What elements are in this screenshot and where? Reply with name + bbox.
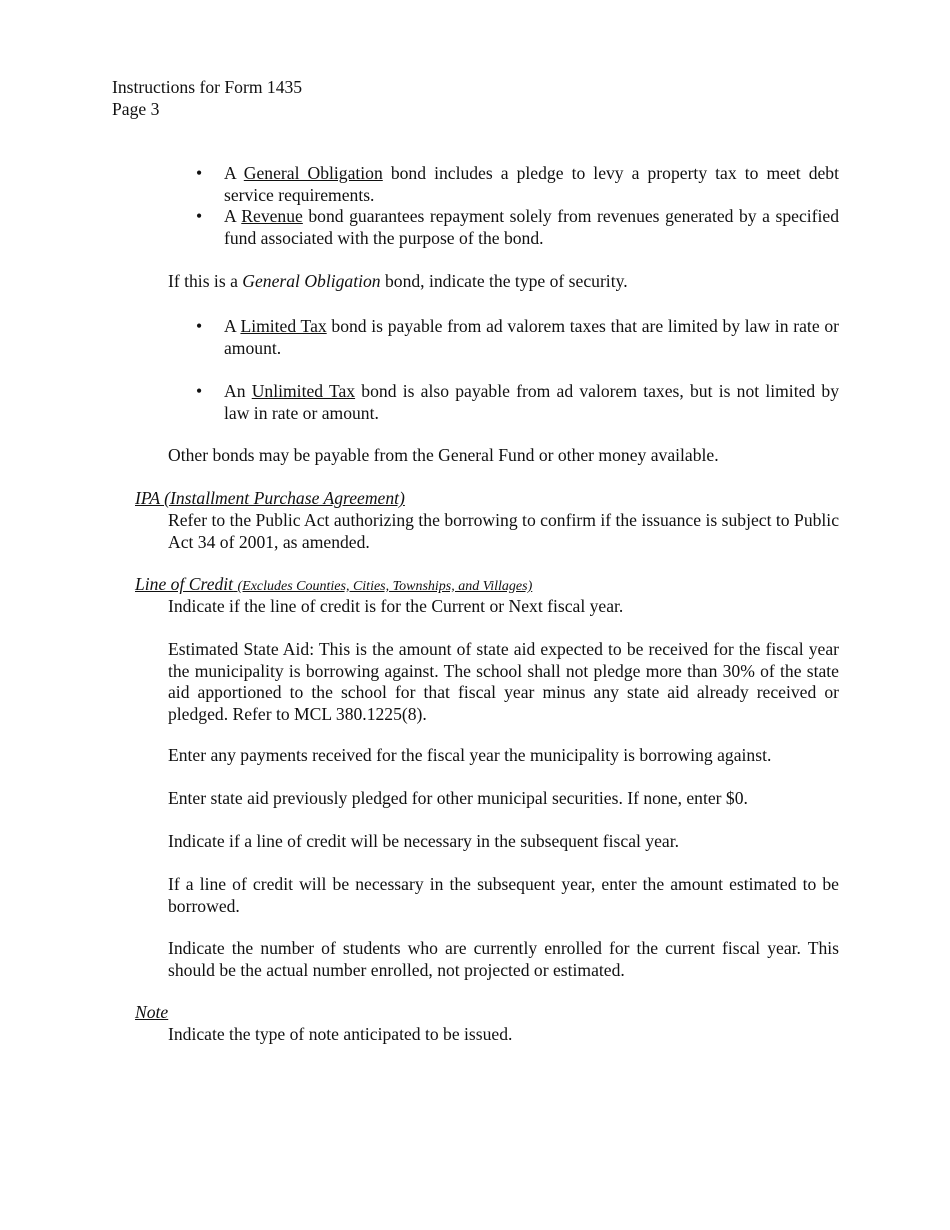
term-general-obligation: General Obligation bbox=[243, 163, 383, 183]
line-of-credit-subheading: (Excludes Counties, Cities, Townships, and Villages) bbox=[237, 579, 533, 594]
line-of-credit-heading: Line of Credit (Excludes Counties, Cities, Townships, and Villages) bbox=[135, 574, 533, 594]
loc-paragraph: If a line of credit will be necessary in the subsequent year, enter the amount estimated to be borrowed. bbox=[168, 874, 839, 916]
go-security-paragraph: If this is a General Obligation bond, indicate the type of security. bbox=[168, 271, 628, 291]
list-item: • A Limited Tax bond is payable from ad valorem taxes that are limited by law in rate or amount. bbox=[196, 316, 839, 358]
tax-type-list-2 bbox=[196, 381, 839, 424]
bond-type-list bbox=[196, 163, 839, 249]
term-limited-tax: Limited Tax bbox=[240, 316, 327, 336]
loc-paragraph: Enter any payments received for the fiscal year the municipality is borrowing against. bbox=[168, 745, 772, 765]
note-paragraph: Indicate the type of note anticipated to be issued. bbox=[168, 1024, 513, 1044]
list-item: • A General Obligation bond includes a pledge to levy a property tax to meet debt service requirements. bbox=[196, 163, 839, 205]
loc-paragraph: Enter state aid previously pledged for other municipal securities. If none, enter $0. bbox=[168, 788, 748, 808]
ipa-paragraph: Refer to the Public Act authorizing the borrowing to confirm if the issuance is subject to Public Act 34 of 2001, as amended. bbox=[168, 510, 839, 552]
list-item: • A Revenue bond guarantees repayment solely from revenues generated by a specified fund associated with the purpose of the bond. bbox=[196, 206, 839, 248]
list-item: • An Unlimited Tax bond is also payable from ad valorem taxes, but is not limited by law in rate or amount. bbox=[196, 381, 839, 423]
bullet-icon: • bbox=[196, 381, 203, 401]
page-number: Page 3 bbox=[112, 98, 160, 119]
loc-paragraph: Indicate if the line of credit is for the Current or Next fiscal year. bbox=[168, 596, 624, 616]
bullet-icon: • bbox=[196, 163, 203, 183]
tax-type-list bbox=[196, 316, 839, 359]
loc-paragraph: Indicate the number of students who are currently enrolled for the current fiscal year. This should be the actual number enrolled, not projected or estimated. bbox=[168, 938, 839, 980]
term-unlimited-tax: Unlimited Tax bbox=[251, 381, 356, 401]
note-heading: Note bbox=[135, 1002, 169, 1022]
ipa-heading: IPA (Installment Purchase Agreement) bbox=[135, 488, 405, 508]
bullet-icon: • bbox=[196, 316, 203, 336]
term-revenue: Revenue bbox=[241, 206, 303, 227]
estimated-state-aid-paragraph: Estimated State Aid: This is the amount of state aid expected to be received for the fiscal year the municipality is borrowing against. The school shall not pledge more than 30% of the state aid apportioned to the school for that fiscal year minus any state aid already received or pledged. Refer to MCL 380.1225(8). bbox=[168, 639, 839, 724]
form-title: Instructions for Form 1435 bbox=[112, 77, 303, 97]
loc-paragraph: Indicate if a line of credit will be necessary in the subsequent fiscal year. bbox=[168, 831, 680, 851]
other-bonds-paragraph: Other bonds may be payable from the General Fund or other money available. bbox=[168, 445, 719, 465]
bullet-icon: • bbox=[196, 206, 203, 227]
page-header bbox=[112, 77, 302, 120]
